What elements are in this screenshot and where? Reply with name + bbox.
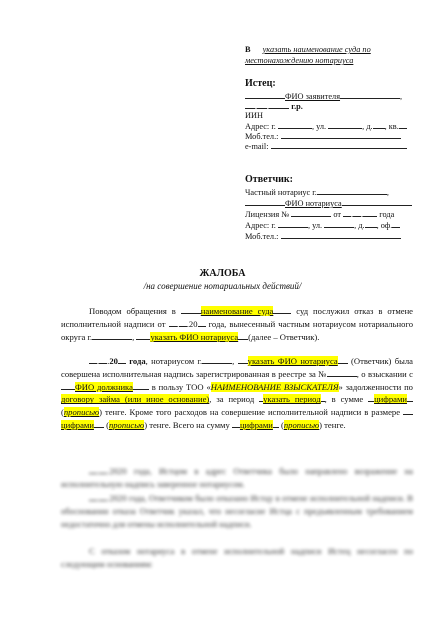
plaintiff-fio-row: ФИО заявителя , <box>245 90 402 102</box>
amount-digits-field: цифрами <box>374 394 407 405</box>
notary-fio-field-1: указать ФИО нотариуса <box>150 331 239 342</box>
defendant-heading: Ответчик: <box>245 174 293 185</box>
amount-words-field: прописью <box>63 407 100 418</box>
plaintiff-fio: ФИО заявителя <box>285 92 341 101</box>
paragraph-1: Поводом обращения в наименование суда суд послужил отказ в отмене исполнительной надписи от . .20 года, вынесенный частным нотариусом нотариального округа г. , указать ФИО нотариуса (далее – Ответчик). <box>61 306 413 342</box>
defendant-notary-row: Частный нотариус г. , <box>245 188 389 197</box>
defendant-license-row: Лицензия № от . . года <box>245 210 395 219</box>
court-line-2 <box>245 55 353 66</box>
page-title: ЖАЛОБА <box>199 268 246 279</box>
plaintiff-phone-row: Моб.тел.: <box>245 130 401 142</box>
paragraph-3-blurred: . .2020 года, Истцом в адрес Ответчика было направлено возражение на исполнительную надпись заверенное нотариусом. <box>61 466 413 489</box>
defendant-address-row: Адрес: г. , ул. , д. , оф. <box>245 219 400 231</box>
defendant-fio: ФИО нотариуса <box>285 199 342 208</box>
paragraph-5-blurred: С отказом нотариуса в отмене исполнительной надписи Истец несогласен по следующим основаниям: <box>61 546 413 569</box>
total-digits-field: цифрами <box>239 419 273 430</box>
fee-words-field: прописью <box>108 419 145 430</box>
defendant-phone-row: Моб.тел.: <box>245 230 401 242</box>
plaintiff-email-row: e-mail: <box>245 140 407 152</box>
plaintiff-heading: Истец: <box>245 78 276 89</box>
court-hint-1: указать наименование суда по <box>262 45 371 54</box>
plaintiff-birth-suffix: г.р. <box>291 102 303 111</box>
court-line-1 <box>245 44 371 55</box>
fee-digits-field: цифрами <box>61 419 94 430</box>
total-words-field: прописью <box>283 419 320 430</box>
plaintiff-iin: ИИН <box>245 111 263 120</box>
creditor-field: НАИМЕНОВАНИЕ ВЗЫСКАТЕЛЯ <box>210 381 339 392</box>
court-hint-2: местонахождению нотариуса <box>245 56 354 65</box>
plaintiff-birth-row: . . г.р. <box>245 100 303 112</box>
debtor-field: ФИО должника <box>75 381 133 392</box>
court-prefix: В <box>245 45 251 54</box>
page-subtitle: /на совершение нотариальных действий/ <box>143 281 302 291</box>
period-field: указать период <box>263 394 321 405</box>
plaintiff-address-row: Адрес: г. , ул. , д. , кв. <box>245 120 407 132</box>
basis-field: договору займа (или иное основание) <box>61 394 210 405</box>
court-name-field: наименование суда <box>200 306 274 316</box>
plaintiff-addr-prefix: Адрес: г. <box>245 122 276 131</box>
notary-fio-field-2: указать ФИО нотариуса <box>247 356 338 366</box>
paragraph-2: . .20 года, нотариусом г. , указать ФИО нотариуса (Ответчик) была совершена исполнительная надпись зарегистрированная в реестре за № , о взыскании с ФИО должника в пользу ТОО «НАИМЕНОВАНИЕ ВЗЫСКАТЕЛЯ» задолженности по договору займа (или иное основание), за период указать период , в сумме цифрами (прописью) тенге. Кроме того расходов на совершение исполнительной надписи в размере цифрами (прописью) тенге. Всего на сумму цифрами (прописью) тенге. <box>61 356 413 430</box>
paragraph-4-blurred: . .2020 года, Ответчиком было отказано Истцу в отмене исполнительной надписи. В обосновании отказа Ответчик указал, что несогласие Истца с предъявленным требованием недостаточно для отмены исполнительной надписи. <box>61 493 413 529</box>
